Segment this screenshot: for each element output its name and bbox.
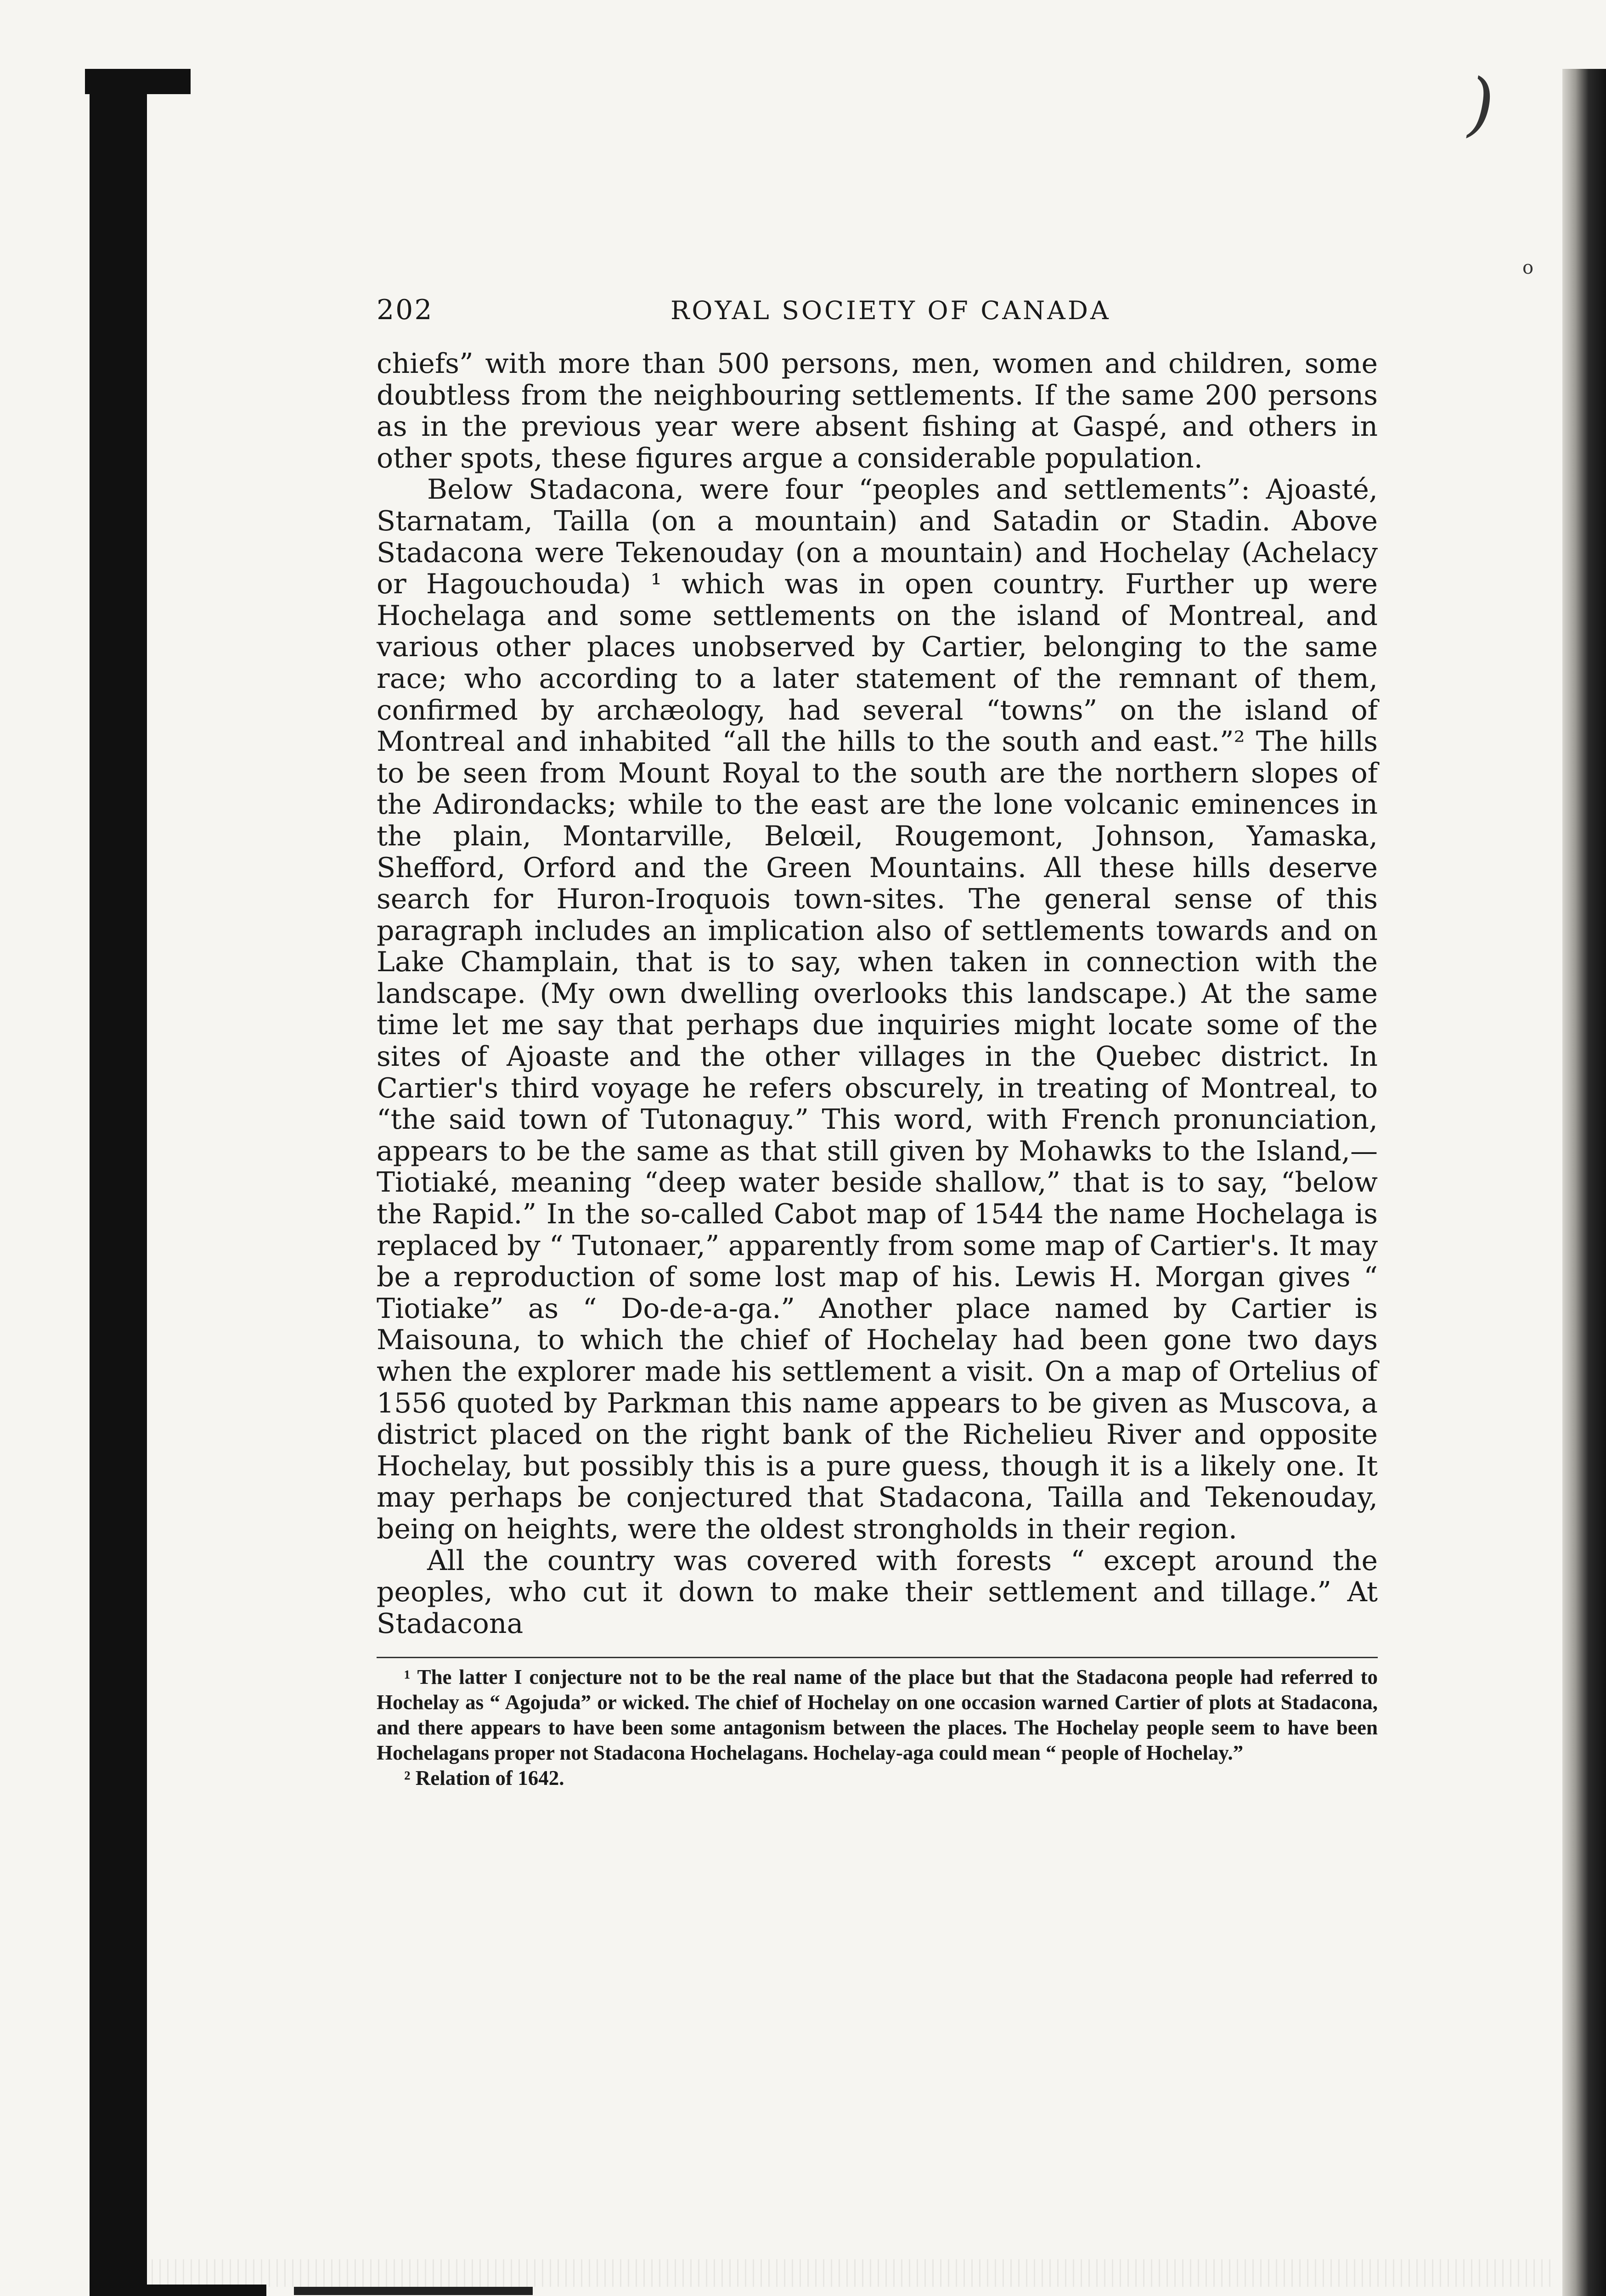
footnote-2: ² Relation of 1642.: [404, 1767, 564, 1790]
body-text: [377, 348, 1378, 1639]
running-title: ROYAL SOCIETY OF CANADA: [671, 296, 1111, 325]
paragraph-continued: chiefs” with more than 500 persons, men, women and children, some doubtless from the neighbouring settlements. If the same 200 persons as in the previous year were absent fishing at Gaspé, and others in other spots, these figures argue a considerable population.: [377, 348, 1378, 474]
footnote-1: ¹ The latter I conjecture not to be the real name of the place but that the Stadacona people had referred to Hochelay as “ Agojuda” or wicked. The chief of Hochelay on one occasion warned Cartier of plots at Stadacona, and there appears to have been some antagonism between the places. The Hochelay people seem to have been Hochelagans proper not Stadacona Hochelagans. Hochelay-aga could mean “ people of Hochelay.”: [377, 1666, 1378, 1765]
footnotes: [377, 1665, 1378, 1791]
page-content: [377, 294, 1378, 1791]
binding-edge-top-mark: [85, 69, 191, 94]
paragraph-forests: All the country was covered with forests “ except around the peoples, who cut it down to make their settlement and tillage.” At Stadacona: [377, 1544, 1378, 1640]
bottom-edge-mark: [294, 2287, 533, 2295]
right-edge-shadow: [1562, 69, 1606, 2296]
bottom-scan-speckle: [152, 2259, 1557, 2287]
running-head: [377, 294, 1378, 335]
page-number: 202: [377, 294, 434, 326]
margin-mark-small: o: [1522, 257, 1534, 278]
footnote-rule: [377, 1657, 1378, 1658]
binding-edge-shadow: [90, 69, 147, 2296]
margin-mark-top-right: ): [1467, 64, 1494, 144]
paragraph-settlements: Below Stadacona, were four “peoples and settlements”: Ajoasté, Starnatam, Tailla (on a mountain) and Satadin or Stadin. Above Stadacona were Tekenouday (on a mountain) and Hochelay (Achelacy or Hagouchouda) ¹ which was in open country. Further up were Hochelaga and some settlements on the island of Montreal, and various other places unobserved by Cartier, belonging to the same race; who according to a later statement of the remnant of them, confirmed by archæology, had several “towns” on the island of Montreal and inhabited “all the hills to the south and east.”² The hills to be seen from Mount Royal to the south are the northern slopes of the Adirondacks; while to the east are the lone volcanic eminences in the plain, Montarville, Belœil, Rougemont, Johnson, Yamaska, Shefford, Orford and the Green Mountains. All these hills deserve search for Huron-Iroquois town-sites. The general sense of this paragraph includes an implication also of settlements towards and on Lake Champlain, that is to say, when taken in connection with the landscape. (My own dwelling overlooks this landscape.) At the same time let me say that perhaps due inquiries might locate some of the sites of Ajoaste and the other villages in the Quebec district. In Cartier's third voyage he refers obscurely, in treating of Montreal, to “the said town of Tutonaguy.” This word, with French pronunciation, appears to be the same as that still given by Mohawks to the Island,—Tiotiaké, meaning “deep water beside shallow,” that is to say, “below the Rapid.” In the so-called Cabot map of 1544 the name Hochelaga is replaced by “ Tutonaer,” apparently from some map of Cartier's. It may be a reproduction of some lost map of his. Lewis H. Morgan gives “ Tiotiake” as “ Do-de-a-ga.” Another place named by Cartier is Maisouna, to which the chief of Hochelay had been gone two days when the explorer made his settlement a visit. On a map of Ortelius of 1556 quoted by Parkman this name appears to be given as Muscova, a district placed on the right bank of the Richelieu River and opposite Hochelay, but possibly this is a pure guess, though it is a likely one. It may perhaps be conjectured that Stadacona, Tailla and Tekenouday, being on heights, were the oldest strongholds in their region.: [377, 473, 1378, 1545]
